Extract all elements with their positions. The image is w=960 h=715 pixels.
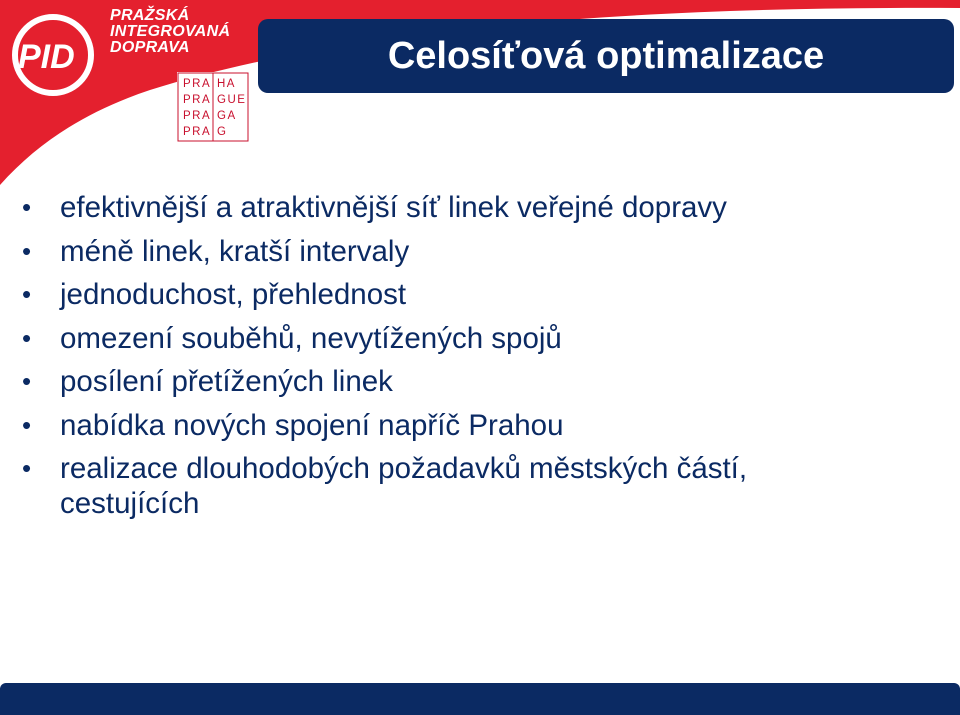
praha-cell-2b: GUE <box>217 94 247 106</box>
pid-logo-text: PID <box>18 38 75 76</box>
praha-cell-4a: PRA <box>183 126 212 138</box>
slide-title: Celosíťová optimalizace <box>387 34 825 77</box>
bullet-item: • méně linek, kratší intervaly <box>18 234 918 269</box>
praha-cell-1a: PRA <box>183 78 212 90</box>
brand-line-1: PRAŽSKÁ <box>110 7 190 24</box>
bullet-item: • efektivnější a atraktivnější síť linek veřejné dopravy <box>18 190 918 225</box>
praha-logo <box>177 72 249 142</box>
praha-cell-3b: GA <box>217 110 237 122</box>
brand-line-2: INTEGROVANÁ <box>110 23 231 40</box>
bullet-item: • realizace dlouhodobých požadavků městských částí, cestujících <box>18 451 840 521</box>
brand-line-3: DOPRAVA <box>110 39 190 56</box>
footer-bar <box>0 683 960 715</box>
bullet-item: • jednoduchost, přehlednost <box>18 277 918 312</box>
bullet-item: • posílení přetížených linek <box>18 364 918 399</box>
bullet-item: • nabídka nových spojení napříč Prahou <box>18 408 918 443</box>
praha-cell-4b: G <box>217 126 228 138</box>
bullet-list <box>18 190 918 530</box>
bullet-item: • omezení souběhů, nevytížených spojů <box>18 321 918 356</box>
pid-logo <box>8 10 108 100</box>
praha-cell-1b: HA <box>217 78 236 90</box>
praha-cell-3a: PRA <box>183 110 212 122</box>
brand-name <box>110 8 230 56</box>
title-banner <box>258 19 954 93</box>
praha-cell-2a: PRA <box>183 94 212 106</box>
